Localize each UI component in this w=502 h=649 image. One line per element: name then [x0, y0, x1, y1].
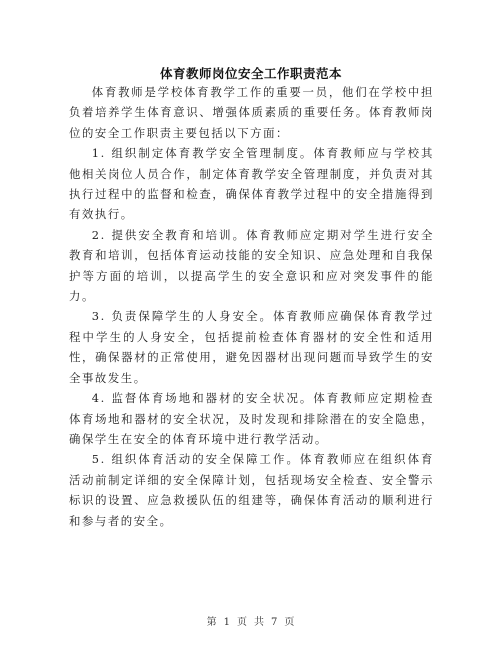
- duty-paragraph-5: 5. 组织体育活动的安全保障工作。体育教师应在组织体育活动前制定详细的安全保障计划，包括现场安全检查、安全警示标识的设置、应急救援队伍的组建等，确保体育活动的顺利进行和参与者的安全。: [69, 452, 434, 528]
- document-title: 体育教师岗位安全工作职责范本: [159, 66, 342, 81]
- page-footer: [0, 613, 502, 628]
- footer-page-suffix: 页: [284, 617, 296, 628]
- duty-paragraph-3: 3. 负责保障学生的人身安全。体育教师应确保体育教学过程中学生的人身安全，包括提前检查体育器材的安全性和适用性，确保器材的正常使用，避免因器材出现问题而导致学生的安全事故发生。: [69, 309, 434, 385]
- footer-current-page: 1: [223, 617, 231, 628]
- footer-page-mid: 页: [237, 617, 248, 628]
- duty-paragraph-2: 2. 提供安全教育和培训。体育教师应定期对学生进行安全教育和培训，包括体育运动技能的安全知识、应急处理和自我保护等方面的培训，以提高学生的安全意识和应对突发事件的能力。: [69, 227, 434, 304]
- intro-paragraph: 体育教师是学校体育教学工作的重要一员，他们在学校中担负着培养学生体育意识、增强体质素质的重要任务。体育教师岗位的安全工作职责主要包括以下方面：: [69, 85, 434, 140]
- footer-page-prefix: 第: [206, 617, 218, 628]
- footer-total-pages: 7: [271, 617, 279, 628]
- footer-total-prefix: 共: [254, 617, 265, 628]
- duty-paragraph-1: 1. 组织制定体育教学安全管理制度。体育教师应与学校其他相关岗位人员合作，制定体育教学安全管理制度，并负责对其执行过程中的监督和检查，确保体育教学过程中的安全措施得到有效执行。: [69, 146, 434, 222]
- duty-paragraph-4: 4. 监督体育场地和器材的安全状况。体育教师应定期检查体育场地和器材的安全状况，及时发现和排除潜在的安全隐患，确保学生在安全的体育环境中进行教学活动。: [69, 391, 434, 446]
- document-body: [69, 82, 434, 531]
